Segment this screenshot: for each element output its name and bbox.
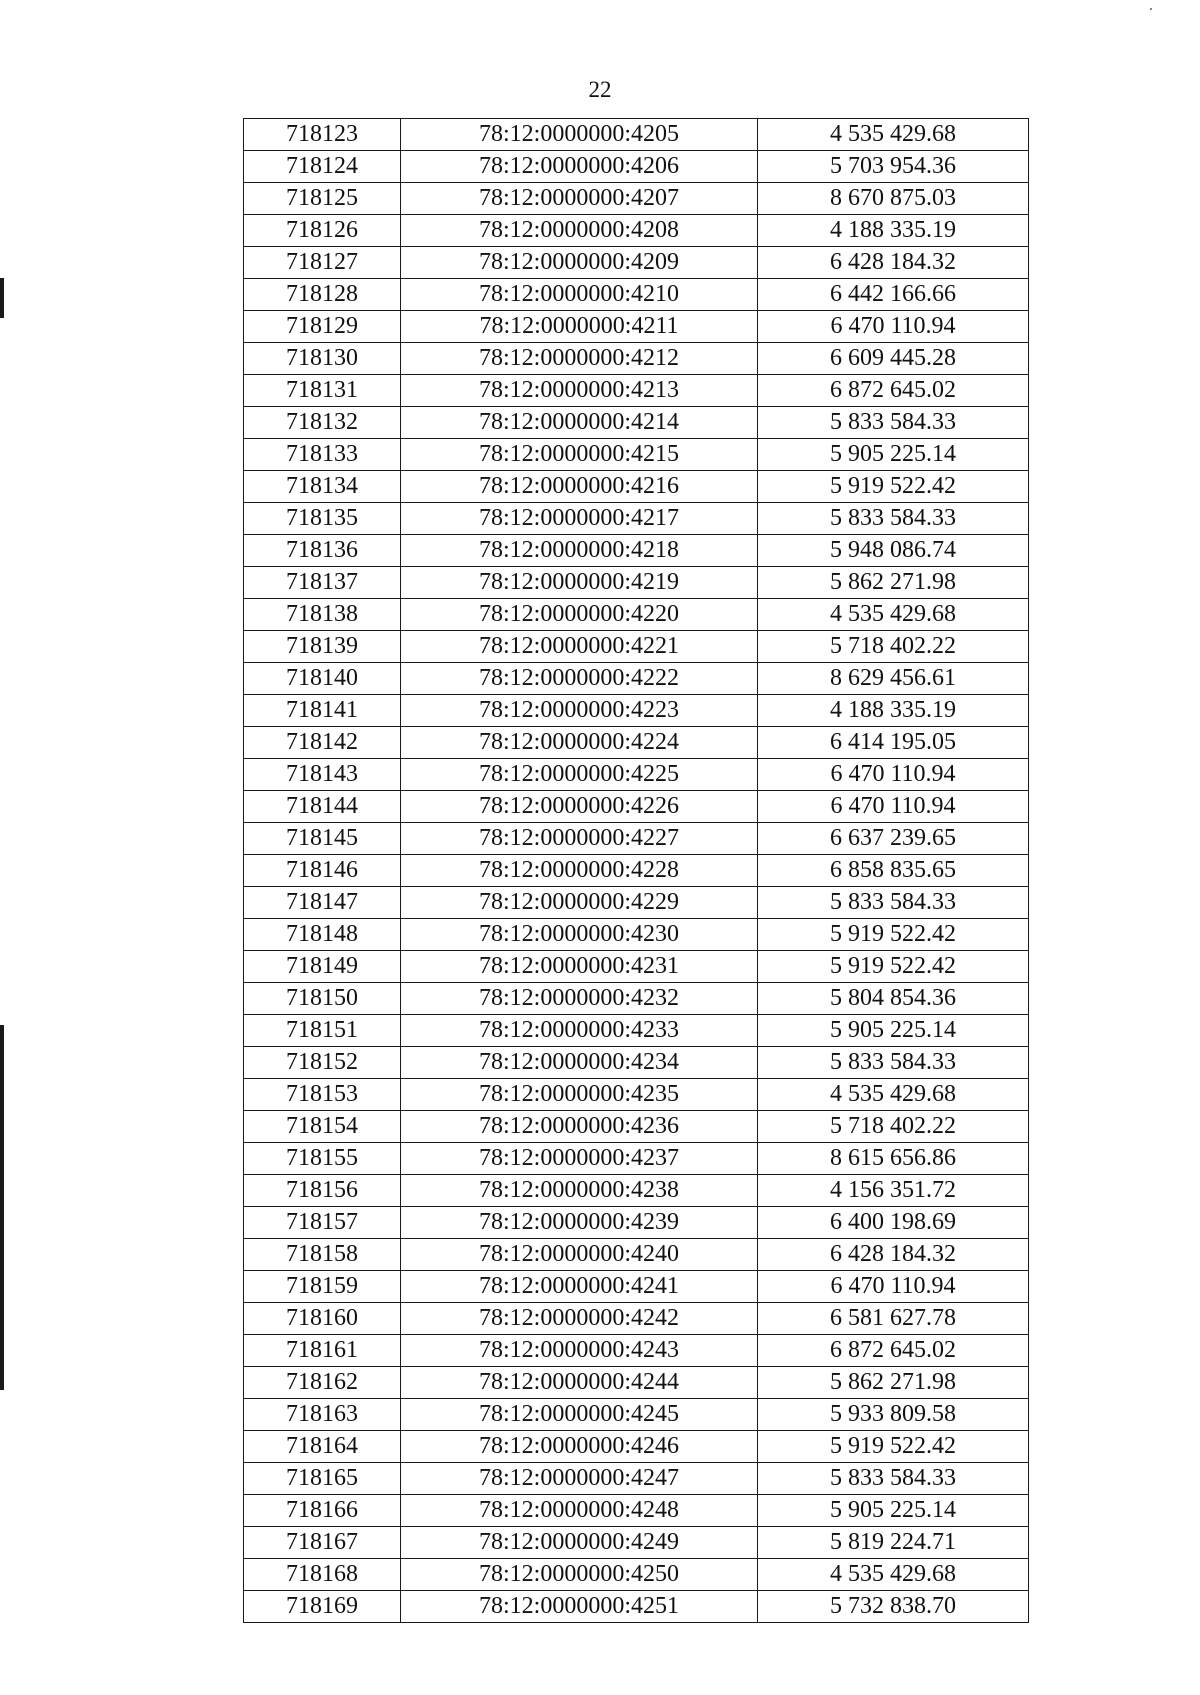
- cadastral-number-cell: 78:12:0000000:4229: [401, 887, 758, 919]
- row-number-cell: 718144: [244, 791, 401, 823]
- table-row: [244, 471, 1029, 503]
- cadastral-number-cell: 78:12:0000000:4218: [401, 535, 758, 567]
- table-row: [244, 1463, 1029, 1495]
- row-number-cell: 718155: [244, 1143, 401, 1175]
- row-number-cell: 718126: [244, 215, 401, 247]
- table-row: [244, 759, 1029, 791]
- value-cell: 6 400 198.69: [758, 1207, 1029, 1239]
- cadastral-number-cell: 78:12:0000000:4239: [401, 1207, 758, 1239]
- table-row: [244, 791, 1029, 823]
- table-row: [244, 1111, 1029, 1143]
- cadastral-number-cell: 78:12:0000000:4242: [401, 1303, 758, 1335]
- row-number-cell: 718160: [244, 1303, 401, 1335]
- table-row: [244, 855, 1029, 887]
- value-cell: 5 919 522.42: [758, 471, 1029, 503]
- cadastral-number-cell: 78:12:0000000:4212: [401, 343, 758, 375]
- table-row: [244, 1431, 1029, 1463]
- row-number-cell: 718164: [244, 1431, 401, 1463]
- row-number-cell: 718134: [244, 471, 401, 503]
- table-row: [244, 375, 1029, 407]
- table-row: [244, 727, 1029, 759]
- cadastral-number-cell: 78:12:0000000:4234: [401, 1047, 758, 1079]
- value-cell: 6 470 110.94: [758, 311, 1029, 343]
- row-number-cell: 718161: [244, 1335, 401, 1367]
- value-cell: 4 535 429.68: [758, 119, 1029, 151]
- row-number-cell: 718140: [244, 663, 401, 695]
- table-row: [244, 695, 1029, 727]
- scan-dot: [1150, 8, 1152, 10]
- table-row: [244, 1527, 1029, 1559]
- row-number-cell: 718145: [244, 823, 401, 855]
- cadastral-number-cell: 78:12:0000000:4224: [401, 727, 758, 759]
- cadastral-number-cell: 78:12:0000000:4206: [401, 151, 758, 183]
- row-number-cell: 718148: [244, 919, 401, 951]
- table-row: [244, 151, 1029, 183]
- table-row: [244, 951, 1029, 983]
- cadastral-number-cell: 78:12:0000000:4235: [401, 1079, 758, 1111]
- value-cell: 5 933 809.58: [758, 1399, 1029, 1431]
- value-cell: 5 718 402.22: [758, 1111, 1029, 1143]
- row-number-cell: 718138: [244, 599, 401, 631]
- table-row: [244, 983, 1029, 1015]
- value-cell: 6 470 110.94: [758, 791, 1029, 823]
- table-row: [244, 1591, 1029, 1623]
- value-cell: 6 442 166.66: [758, 279, 1029, 311]
- row-number-cell: 718132: [244, 407, 401, 439]
- cadastral-number-cell: 78:12:0000000:4251: [401, 1591, 758, 1623]
- value-cell: 4 188 335.19: [758, 215, 1029, 247]
- cadastral-number-cell: 78:12:0000000:4213: [401, 375, 758, 407]
- value-cell: 8 629 456.61: [758, 663, 1029, 695]
- table-row: [244, 1239, 1029, 1271]
- cadastral-number-cell: 78:12:0000000:4238: [401, 1175, 758, 1207]
- cadastral-number-cell: 78:12:0000000:4216: [401, 471, 758, 503]
- table-row: [244, 1175, 1029, 1207]
- value-cell: 6 872 645.02: [758, 1335, 1029, 1367]
- row-number-cell: 718169: [244, 1591, 401, 1623]
- scan-edge-mark: [0, 278, 4, 318]
- cadastral-number-cell: 78:12:0000000:4232: [401, 983, 758, 1015]
- value-cell: 5 718 402.22: [758, 631, 1029, 663]
- value-cell: 5 833 584.33: [758, 407, 1029, 439]
- table-row: [244, 503, 1029, 535]
- row-number-cell: 718152: [244, 1047, 401, 1079]
- row-number-cell: 718158: [244, 1239, 401, 1271]
- value-cell: 5 948 086.74: [758, 535, 1029, 567]
- table-row: [244, 663, 1029, 695]
- row-number-cell: 718127: [244, 247, 401, 279]
- table-row: [244, 631, 1029, 663]
- value-cell: 6 858 835.65: [758, 855, 1029, 887]
- cadastral-number-cell: 78:12:0000000:4243: [401, 1335, 758, 1367]
- cadastral-number-cell: 78:12:0000000:4230: [401, 919, 758, 951]
- value-cell: 5 833 584.33: [758, 503, 1029, 535]
- value-cell: 5 833 584.33: [758, 1047, 1029, 1079]
- row-number-cell: 718136: [244, 535, 401, 567]
- row-number-cell: 718165: [244, 1463, 401, 1495]
- value-cell: 5 732 838.70: [758, 1591, 1029, 1623]
- row-number-cell: 718139: [244, 631, 401, 663]
- value-cell: 6 470 110.94: [758, 759, 1029, 791]
- row-number-cell: 718154: [244, 1111, 401, 1143]
- row-number-cell: 718142: [244, 727, 401, 759]
- table-row: [244, 1015, 1029, 1047]
- cadastral-number-cell: 78:12:0000000:4245: [401, 1399, 758, 1431]
- value-cell: 8 615 656.86: [758, 1143, 1029, 1175]
- value-cell: 5 862 271.98: [758, 1367, 1029, 1399]
- row-number-cell: 718124: [244, 151, 401, 183]
- value-cell: 6 872 645.02: [758, 375, 1029, 407]
- cadastral-number-cell: 78:12:0000000:4248: [401, 1495, 758, 1527]
- row-number-cell: 718133: [244, 439, 401, 471]
- cadastral-number-cell: 78:12:0000000:4250: [401, 1559, 758, 1591]
- value-cell: 6 414 195.05: [758, 727, 1029, 759]
- registry-table: [243, 118, 1029, 1623]
- page-number: 22: [588, 77, 612, 102]
- cadastral-number-cell: 78:12:0000000:4211: [401, 311, 758, 343]
- value-cell: 4 188 335.19: [758, 695, 1029, 727]
- row-number-cell: 718128: [244, 279, 401, 311]
- value-cell: 6 470 110.94: [758, 1271, 1029, 1303]
- table-row: [244, 1495, 1029, 1527]
- table-row: [244, 1303, 1029, 1335]
- cadastral-number-cell: 78:12:0000000:4210: [401, 279, 758, 311]
- cadastral-number-cell: 78:12:0000000:4240: [401, 1239, 758, 1271]
- table-row: [244, 183, 1029, 215]
- row-number-cell: 718162: [244, 1367, 401, 1399]
- value-cell: 8 670 875.03: [758, 183, 1029, 215]
- table-row: [244, 1047, 1029, 1079]
- registry-table-body: [244, 119, 1029, 1623]
- row-number-cell: 718123: [244, 119, 401, 151]
- table-row: [244, 247, 1029, 279]
- table-row: [244, 887, 1029, 919]
- value-cell: 6 428 184.32: [758, 1239, 1029, 1271]
- row-number-cell: 718153: [244, 1079, 401, 1111]
- cadastral-number-cell: 78:12:0000000:4215: [401, 439, 758, 471]
- table-row: [244, 567, 1029, 599]
- row-number-cell: 718167: [244, 1527, 401, 1559]
- row-number-cell: 718166: [244, 1495, 401, 1527]
- value-cell: 5 833 584.33: [758, 1463, 1029, 1495]
- table-row: [244, 439, 1029, 471]
- cadastral-number-cell: 78:12:0000000:4223: [401, 695, 758, 727]
- cadastral-number-cell: 78:12:0000000:4207: [401, 183, 758, 215]
- value-cell: 5 905 225.14: [758, 439, 1029, 471]
- table-row: [244, 823, 1029, 855]
- cadastral-number-cell: 78:12:0000000:4217: [401, 503, 758, 535]
- table-row: [244, 1367, 1029, 1399]
- value-cell: 4 535 429.68: [758, 1079, 1029, 1111]
- cadastral-number-cell: 78:12:0000000:4249: [401, 1527, 758, 1559]
- table-row: [244, 535, 1029, 567]
- table-row: [244, 279, 1029, 311]
- row-number-cell: 718141: [244, 695, 401, 727]
- cadastral-number-cell: 78:12:0000000:4237: [401, 1143, 758, 1175]
- row-number-cell: 718125: [244, 183, 401, 215]
- value-cell: 5 905 225.14: [758, 1495, 1029, 1527]
- row-number-cell: 718156: [244, 1175, 401, 1207]
- value-cell: 4 156 351.72: [758, 1175, 1029, 1207]
- row-number-cell: 718149: [244, 951, 401, 983]
- row-number-cell: 718137: [244, 567, 401, 599]
- value-cell: 5 919 522.42: [758, 1431, 1029, 1463]
- table-row: [244, 407, 1029, 439]
- table-row: [244, 1335, 1029, 1367]
- cadastral-number-cell: 78:12:0000000:4219: [401, 567, 758, 599]
- row-number-cell: 718168: [244, 1559, 401, 1591]
- value-cell: 5 919 522.42: [758, 951, 1029, 983]
- value-cell: 5 862 271.98: [758, 567, 1029, 599]
- value-cell: 4 535 429.68: [758, 1559, 1029, 1591]
- table-row: [244, 119, 1029, 151]
- row-number-cell: 718147: [244, 887, 401, 919]
- cadastral-number-cell: 78:12:0000000:4241: [401, 1271, 758, 1303]
- row-number-cell: 718157: [244, 1207, 401, 1239]
- table-row: [244, 1207, 1029, 1239]
- table-row: [244, 1559, 1029, 1591]
- table-row: [244, 1143, 1029, 1175]
- row-number-cell: 718151: [244, 1015, 401, 1047]
- row-number-cell: 718146: [244, 855, 401, 887]
- table-row: [244, 919, 1029, 951]
- cadastral-number-cell: 78:12:0000000:4214: [401, 407, 758, 439]
- value-cell: 6 581 627.78: [758, 1303, 1029, 1335]
- cadastral-number-cell: 78:12:0000000:4222: [401, 663, 758, 695]
- cadastral-number-cell: 78:12:0000000:4247: [401, 1463, 758, 1495]
- value-cell: 5 905 225.14: [758, 1015, 1029, 1047]
- cadastral-number-cell: 78:12:0000000:4221: [401, 631, 758, 663]
- row-number-cell: 718129: [244, 311, 401, 343]
- cadastral-number-cell: 78:12:0000000:4231: [401, 951, 758, 983]
- table-row: [244, 311, 1029, 343]
- value-cell: 6 428 184.32: [758, 247, 1029, 279]
- row-number-cell: 718135: [244, 503, 401, 535]
- cadastral-number-cell: 78:12:0000000:4228: [401, 855, 758, 887]
- cadastral-number-cell: 78:12:0000000:4246: [401, 1431, 758, 1463]
- table-row: [244, 343, 1029, 375]
- cadastral-number-cell: 78:12:0000000:4226: [401, 791, 758, 823]
- table-row: [244, 1271, 1029, 1303]
- cadastral-number-cell: 78:12:0000000:4233: [401, 1015, 758, 1047]
- cadastral-number-cell: 78:12:0000000:4209: [401, 247, 758, 279]
- value-cell: 5 833 584.33: [758, 887, 1029, 919]
- table-row: [244, 215, 1029, 247]
- row-number-cell: 718159: [244, 1271, 401, 1303]
- row-number-cell: 718130: [244, 343, 401, 375]
- row-number-cell: 718131: [244, 375, 401, 407]
- table-row: [244, 1399, 1029, 1431]
- value-cell: 6 637 239.65: [758, 823, 1029, 855]
- value-cell: 5 703 954.36: [758, 151, 1029, 183]
- cadastral-number-cell: 78:12:0000000:4225: [401, 759, 758, 791]
- cadastral-number-cell: 78:12:0000000:4208: [401, 215, 758, 247]
- row-number-cell: 718143: [244, 759, 401, 791]
- value-cell: 4 535 429.68: [758, 599, 1029, 631]
- cadastral-number-cell: 78:12:0000000:4205: [401, 119, 758, 151]
- cadastral-number-cell: 78:12:0000000:4236: [401, 1111, 758, 1143]
- scan-edge-mark: [0, 1025, 4, 1390]
- value-cell: 5 919 522.42: [758, 919, 1029, 951]
- cadastral-number-cell: 78:12:0000000:4227: [401, 823, 758, 855]
- table-row: [244, 1079, 1029, 1111]
- row-number-cell: 718150: [244, 983, 401, 1015]
- cadastral-number-cell: 78:12:0000000:4220: [401, 599, 758, 631]
- table-row: [244, 599, 1029, 631]
- value-cell: 5 819 224.71: [758, 1527, 1029, 1559]
- cadastral-number-cell: 78:12:0000000:4244: [401, 1367, 758, 1399]
- value-cell: 6 609 445.28: [758, 343, 1029, 375]
- value-cell: 5 804 854.36: [758, 983, 1029, 1015]
- row-number-cell: 718163: [244, 1399, 401, 1431]
